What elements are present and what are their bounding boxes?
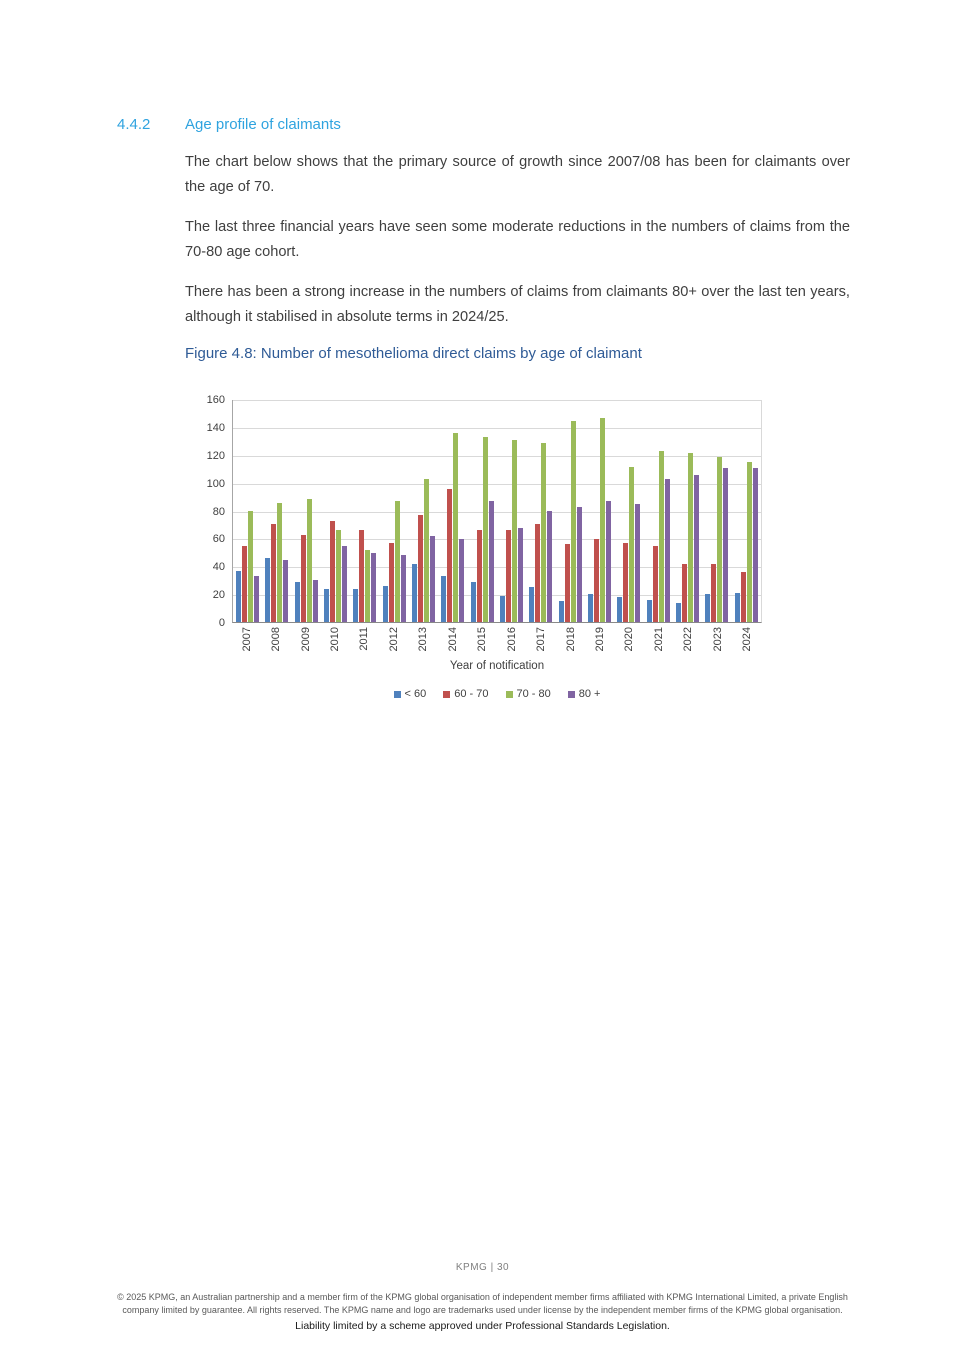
bar <box>694 475 699 622</box>
paragraph-moderate-reductions: The last three financial years have seen some moderate reductions in the numbers of claims from the 70-80 age cohort. <box>185 219 850 260</box>
x-tick-cell <box>703 627 732 657</box>
legend-marker <box>568 691 575 698</box>
bar <box>447 489 452 622</box>
page-content <box>117 115 850 362</box>
legend-marker <box>443 691 450 698</box>
x-tick-label: 2021 <box>652 627 665 652</box>
x-tick-label: 2018 <box>564 627 577 652</box>
bar <box>659 451 664 622</box>
x-tick-cell <box>497 627 526 657</box>
bar-group-2022 <box>673 400 702 622</box>
bar <box>577 507 582 622</box>
liability-statement: Liability limited by a scheme approved under Professional Standards Legislation. <box>295 1320 670 1332</box>
bar-group-2016 <box>497 400 526 622</box>
bar <box>617 597 622 622</box>
copyright-text <box>113 1291 853 1317</box>
bar-group-2007 <box>233 400 262 622</box>
bar <box>477 530 482 622</box>
bar <box>430 536 435 622</box>
bar-chart <box>199 394 771 700</box>
bar <box>418 515 423 622</box>
x-tick-label: 2009 <box>299 627 312 652</box>
bar <box>324 589 329 622</box>
figure-caption: Figure 4.8: Number of mesothelioma direct claims by age of claimant <box>185 345 642 362</box>
y-tick-label: 160 <box>206 394 225 406</box>
legend-marker <box>506 691 513 698</box>
bars-layer <box>233 400 761 622</box>
bar <box>313 580 318 622</box>
x-tick-label: 2013 <box>417 627 430 652</box>
bar-group-2018 <box>556 400 585 622</box>
bar <box>606 501 611 622</box>
bar <box>254 576 259 622</box>
bar <box>459 539 464 622</box>
x-tick-cell <box>291 627 320 657</box>
legend-item <box>568 688 601 700</box>
bar <box>283 560 288 622</box>
bar <box>600 418 605 622</box>
bar <box>359 530 364 622</box>
bar <box>723 468 728 622</box>
x-tick-label: 2015 <box>476 627 489 652</box>
paragraph-strong-increase: There has been a strong increase in the numbers of claims from claimants 80+ over the last ten years, although it stabilised in absolute terms in 2024/25. <box>185 284 850 325</box>
x-tick-label: 2024 <box>741 627 754 652</box>
bar-group-2015 <box>468 400 497 622</box>
bar <box>559 601 564 622</box>
page-footer <box>0 1262 965 1332</box>
bar <box>265 558 270 622</box>
legend-label: < 60 <box>404 688 427 700</box>
bar <box>735 593 740 622</box>
x-tick-label: 2008 <box>270 627 283 652</box>
x-tick-label: 2007 <box>240 627 253 652</box>
bar <box>295 582 300 622</box>
page-number: KPMG | 30 <box>455 1262 510 1273</box>
x-tick-cell <box>379 627 408 657</box>
y-tick-label: 120 <box>206 449 225 462</box>
bar <box>401 555 406 622</box>
bar <box>629 467 634 622</box>
bar <box>653 546 658 622</box>
x-tick-cell <box>674 627 703 657</box>
bar <box>547 511 552 622</box>
x-tick-label: 2012 <box>387 627 400 652</box>
x-tick-cell <box>526 627 555 657</box>
x-tick-label: 2022 <box>682 627 695 652</box>
bar <box>717 457 722 622</box>
bar-group-2011 <box>350 400 379 622</box>
paragraph-growth-source: The chart below shows that the primary source of growth since 2007/08 has been for claimants over the age of 70. <box>185 154 850 195</box>
bar <box>242 546 247 622</box>
bar-group-2017 <box>526 400 555 622</box>
bar <box>635 504 640 622</box>
legend-label: 70 - 80 <box>516 688 551 700</box>
bar-group-2020 <box>614 400 643 622</box>
legend-item <box>506 688 551 700</box>
bar <box>529 587 534 622</box>
bar-group-2009 <box>292 400 321 622</box>
legend-label: 60 - 70 <box>454 688 489 700</box>
bar-group-2012 <box>380 400 409 622</box>
bar <box>453 433 458 622</box>
bar <box>594 539 599 622</box>
chart-legend <box>232 688 762 700</box>
bar <box>688 453 693 622</box>
x-axis-labels <box>232 623 762 657</box>
bar <box>236 571 241 622</box>
bar <box>571 421 576 622</box>
bar <box>741 572 746 622</box>
y-tick-label: 60 <box>212 533 225 546</box>
bar <box>365 550 370 622</box>
x-tick-cell <box>320 627 349 657</box>
x-tick-label: 2014 <box>446 627 459 652</box>
x-tick-cell <box>261 627 290 657</box>
x-tick-cell <box>585 627 614 657</box>
legend-label: 80 + <box>578 688 601 700</box>
section-number: 4.4.2 <box>117 116 151 133</box>
legend-marker <box>394 691 401 698</box>
plot-row <box>199 394 771 629</box>
bar <box>395 501 400 622</box>
bar <box>711 564 716 622</box>
bar-group-2021 <box>644 400 673 622</box>
section-title: Age profile of claimants <box>185 116 341 133</box>
bar <box>489 501 494 622</box>
y-tick-label: 140 <box>206 421 225 434</box>
bar-group-2014 <box>438 400 467 622</box>
bar <box>512 440 517 622</box>
x-tick-cell <box>350 627 379 657</box>
x-tick-cell <box>644 627 673 657</box>
bar <box>682 564 687 622</box>
bar <box>383 586 388 622</box>
legend-item <box>443 688 488 700</box>
section-heading <box>117 115 850 135</box>
x-tick-label: 2011 <box>358 627 371 651</box>
x-tick-label: 2010 <box>329 627 342 652</box>
bar <box>336 530 341 622</box>
bar <box>705 594 710 622</box>
bar <box>535 524 540 623</box>
y-tick-label: 100 <box>206 477 225 490</box>
bar-group-2008 <box>262 400 291 622</box>
y-tick-label: 40 <box>212 561 225 574</box>
bar <box>647 600 652 622</box>
y-tick-label: 0 <box>218 617 225 629</box>
bar <box>665 479 670 622</box>
bar <box>271 524 276 623</box>
legend-item <box>394 688 427 700</box>
bar <box>588 594 593 622</box>
bar <box>565 544 570 622</box>
bar-group-2024 <box>732 400 761 622</box>
bar <box>518 528 523 622</box>
bar <box>353 589 358 622</box>
x-tick-cell <box>615 627 644 657</box>
x-tick-cell <box>409 627 438 657</box>
bar <box>330 521 335 622</box>
bar <box>277 503 282 622</box>
x-tick-label: 2016 <box>505 627 518 652</box>
copyright-line-2: company limited by guarantee. All rights reserved. The KPMG name and logo are trademarks used under license by the independent member firms of the KPMG global organisation. <box>122 1305 843 1315</box>
x-tick-label: 2017 <box>535 627 548 652</box>
bar-group-2019 <box>585 400 614 622</box>
bar <box>623 543 628 622</box>
x-tick-cell <box>232 627 261 657</box>
x-tick-label: 2023 <box>711 627 724 652</box>
bar <box>747 462 752 622</box>
x-axis-title: Year of notification <box>449 660 545 672</box>
bar <box>307 499 312 622</box>
bar <box>424 479 429 622</box>
bar-group-2023 <box>702 400 731 622</box>
x-tick-label: 2020 <box>623 627 636 652</box>
bar <box>500 596 505 622</box>
bar <box>506 530 511 622</box>
bar <box>371 553 376 622</box>
bar <box>753 468 758 622</box>
x-tick-cell <box>468 627 497 657</box>
bar-group-2010 <box>321 400 350 622</box>
y-axis <box>199 394 232 629</box>
bar <box>483 437 488 622</box>
x-tick-cell <box>556 627 585 657</box>
x-tick-cell <box>438 627 467 657</box>
bar <box>248 511 253 622</box>
bar <box>412 564 417 622</box>
x-tick-label: 2019 <box>593 627 606 652</box>
plot-area <box>232 400 762 623</box>
bar <box>441 576 446 622</box>
bar <box>301 535 306 622</box>
y-tick-label: 80 <box>212 505 225 518</box>
bar-group-2013 <box>409 400 438 622</box>
y-tick-label: 20 <box>212 589 225 602</box>
bar <box>471 582 476 622</box>
bar <box>389 543 394 622</box>
x-tick-cell <box>732 627 761 657</box>
copyright-line-1: © 2025 KPMG, an Australian partnership and a member firm of the KPMG global organisation of independent member firms affiliated with KPMG International Limited, a private English <box>117 1292 848 1302</box>
bar <box>541 443 546 622</box>
bar <box>676 603 681 622</box>
bar <box>342 546 347 622</box>
